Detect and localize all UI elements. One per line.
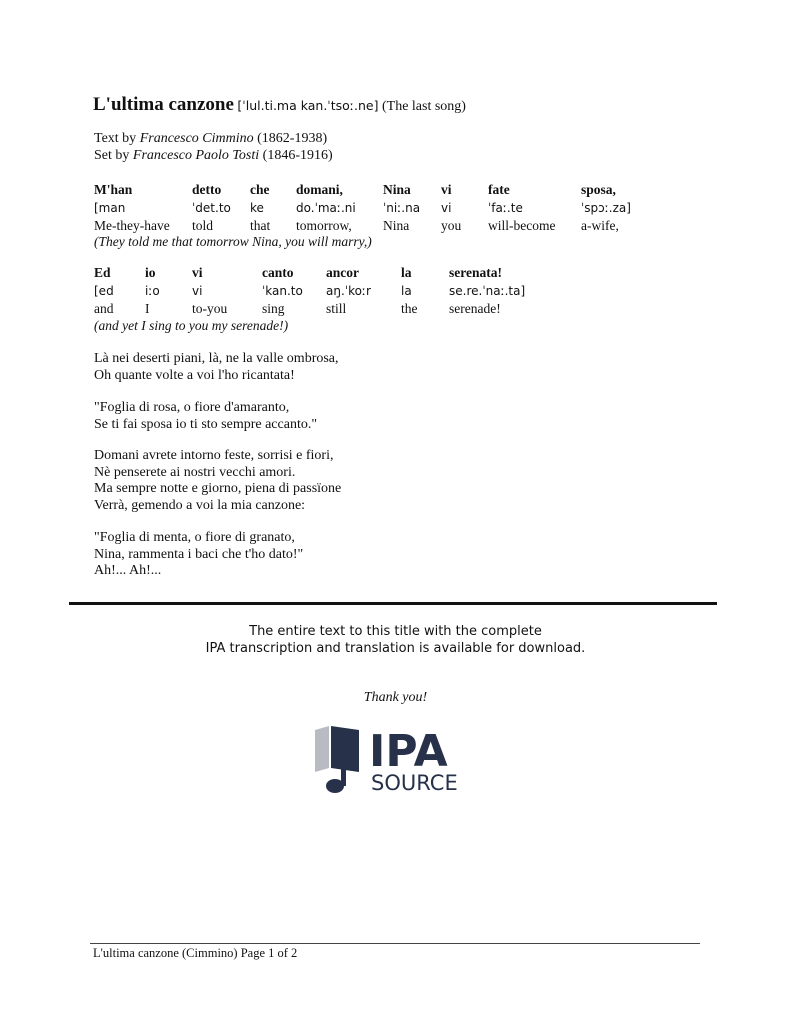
stanza-2-literal: and I to-you sing still the serenade! xyxy=(94,301,501,316)
download-notice: The entire text to this title with the complete IPA transcription and translation is available for download. xyxy=(205,624,586,656)
stanza-2-table xyxy=(94,264,539,318)
footer-rule xyxy=(90,943,700,944)
logo-main-text: IPA xyxy=(369,726,448,777)
song-title-line xyxy=(93,94,466,116)
text-credit: Text by Francesco Cimmino (1862-1938) xyxy=(94,131,328,146)
composer-credit: Set by Francesco Paolo Tosti (1846-1916) xyxy=(94,148,333,163)
composer-name: Francesco Paolo Tosti xyxy=(132,148,260,163)
stanza-1-table xyxy=(94,181,641,235)
song-title-ipa: [ˈlul.ti.ma kan.ˈtsoː.ne] xyxy=(237,98,379,113)
stanza-2-words: Ed io vi canto ancor la serenata! xyxy=(94,265,502,280)
section-divider xyxy=(69,602,717,605)
logo-sub-text: SOURCE xyxy=(371,771,458,795)
stanza-1-words: M'han detto che domani, Nina vi fate sposa, xyxy=(94,182,616,197)
verse-stanza-3: Là nei deserti piani, là, ne la valle ombrosa, Oh quante volte a voi l'ho ricantata! xyxy=(94,351,339,383)
stanza-1-translation: (They told me that tomorrow Nina, you will marry,) xyxy=(94,234,372,249)
lyricist-name: Francesco Cimmino xyxy=(139,131,254,146)
verse-stanza-6: "Foglia di menta, o fiore di granato, Nina, rammenta i baci che t'ho dato!" Ah!... Ah!... xyxy=(94,530,304,579)
page-footer: L'ultima canzone (Cimmino) Page 1 of 2 xyxy=(93,946,298,960)
stanza-1-literal: Me-they-have told that tomorrow, Nina you will-become a-wife, xyxy=(94,218,619,233)
stanza-2-ipa: [ed iːo vi ˈkan.to aŋ.ˈkoːr la se.re.ˈnaː.ta] xyxy=(94,284,526,298)
ipa-source-logo xyxy=(313,724,473,796)
thank-you-text: Thank you! xyxy=(363,690,428,705)
verse-stanza-5: Domani avrete intorno feste, sorrisi e fiori, Nè penserete ai nostri vecchi amori. Ma sempre notte e giorno, piena di passïone Verrà, gemendo a voi la mia canzone: xyxy=(94,448,342,513)
stanza-1-ipa: [man ˈdet.to ke do.ˈmaː.ni ˈniː.na vi ˈfaː.te ˈspɔː.za] xyxy=(94,201,631,215)
song-title-translation: (The last song) xyxy=(381,99,466,114)
stanza-2-translation: (and yet I sing to you my serenade!) xyxy=(94,318,289,333)
song-title: L'ultima canzone xyxy=(93,94,234,115)
book-music-note-icon xyxy=(315,726,359,793)
verse-stanza-4: "Foglia di rosa, o fiore d'amaranto, Se ti fai sposa io ti sto sempre accanto." xyxy=(94,400,318,432)
